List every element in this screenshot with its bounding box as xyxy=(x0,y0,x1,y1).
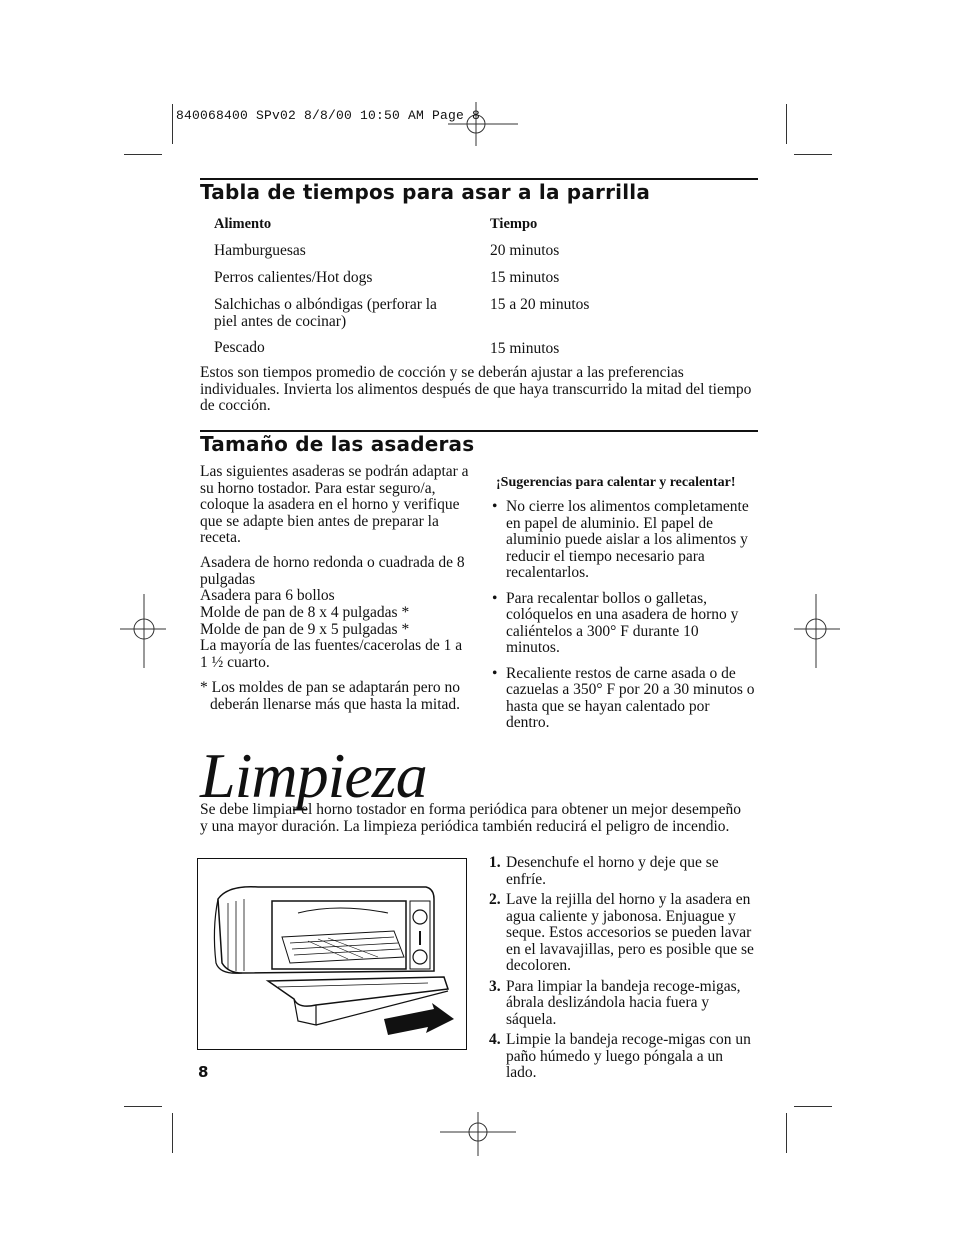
toaster-oven-illustration xyxy=(197,858,467,1050)
crop-mark xyxy=(794,154,832,155)
list-item xyxy=(489,855,755,888)
crop-mark xyxy=(124,1106,162,1107)
registration-mark-icon xyxy=(794,594,840,668)
table-cell-food: Perros calientes/Hot dogs xyxy=(214,269,373,286)
table-cell-food: Salchichas o albóndigas (perforar la piel antes de cocinar) xyxy=(214,296,437,330)
registration-mark-icon xyxy=(440,1112,516,1156)
step-text: Lave la rejilla del horno y la asadera en agua caliente y jabonosa. Enjuague y seque. Estos accesorios se pueden lavar en el lavavajillas, pero es posible que se decoloren. xyxy=(506,891,754,974)
step-text: Para limpiar la bandeja recoge-migas, ábrala deslizándola hacia fuera y sáquela. xyxy=(506,977,741,1028)
step-number: 4. xyxy=(489,1031,501,1048)
table-cell-food: Hamburguesas xyxy=(214,242,306,259)
crop-mark xyxy=(786,104,787,144)
toaster-oven-icon xyxy=(198,859,465,1048)
section-heading-pans: Tamaño de las asaderas xyxy=(200,432,475,456)
pans-footnote: * Los moldes de pan se adaptarán pero no deberán llenarse más que hasta la mitad. xyxy=(200,679,461,713)
pans-item: Asadera para 6 bollos xyxy=(200,587,335,604)
table-cell-time: 15 minutos xyxy=(490,269,560,286)
list-item: • Para recalentar bollos o galletas, colóquelos en una asadera de horno y caliéntelos a 300° F durante 10 minutos. xyxy=(492,591,756,657)
pans-item: Asadera de horno redonda o cuadrada de 8 pulgadas xyxy=(200,554,465,588)
pans-item: Molde de pan de 8 x 4 pulgadas * xyxy=(200,604,410,621)
step-number: 1. xyxy=(489,854,501,871)
crop-mark xyxy=(172,1113,173,1153)
crop-mark xyxy=(124,154,162,155)
table-cell-time: 15 minutos xyxy=(490,340,560,357)
crop-mark xyxy=(786,1113,787,1153)
list-item: • No cierre los alimentos completamente en papel de aluminio. El papel de aluminio puede aislar a los alimentos y reducir el tiempo necesario para recalentarlos. xyxy=(492,499,756,582)
list-item xyxy=(489,1032,755,1082)
step-text: Desenchufe el horno y deje que se enfríe. xyxy=(506,854,719,888)
list-item xyxy=(489,979,755,1029)
section-heading-grill: Tabla de tiempos para asar a la parrilla xyxy=(200,180,651,204)
step-number: 3. xyxy=(489,977,501,995)
table-cell-time: 20 minutos xyxy=(490,242,560,259)
col-header-time: Tiempo xyxy=(490,216,538,232)
step-number: 2. xyxy=(489,891,501,908)
tips-heading: ¡Sugerencias para calentar y recalentar! xyxy=(496,475,736,490)
pans-item: La mayoría de las fuentes/cacerolas de 1 a 1 ½ cuarto. xyxy=(200,637,463,671)
list-item: • Recaliente restos de carne asada o de cazuelas a 350° F por 20 a 30 minutos o hasta que se hayan calentado por dentro. xyxy=(492,666,756,732)
list-item xyxy=(489,892,755,975)
table-cell-food: Pescado xyxy=(214,339,265,356)
col-header-food: Alimento xyxy=(214,216,272,232)
tips-list xyxy=(492,499,756,741)
step-text: Limpie la bandeja recoge-migas con un paño húmedo y luego póngala a un lado. xyxy=(506,1031,751,1081)
cleaning-intro: Se debe limpiar el horno tostador en forma periódica para obtener un mejor desempeño y una mayor duración. La limpieza periódica también reducirá el peligro de incendio. xyxy=(200,801,742,835)
pans-intro: Las siguientes asaderas se podrán adaptar a su horno tostador. Para estar seguro/a, coloque la asadera en el horno y verifique que se adapte bien antes de preparar la receta. xyxy=(200,463,469,546)
cleaning-title: Limpieza xyxy=(200,740,427,811)
table-cell-time: 15 a 20 minutos xyxy=(490,296,590,313)
grill-note: Estos son tiempos promedio de cocción y se deberán ajustar a las preferencias individuales. Invierta los alimentos después de que haya transcurrido la mitad del tiempo de cocción. xyxy=(200,364,752,414)
cleaning-steps xyxy=(489,855,755,1086)
crop-mark xyxy=(794,1106,832,1107)
crop-mark xyxy=(172,104,173,144)
registration-mark-icon xyxy=(120,594,166,668)
page-number: 8 xyxy=(198,1063,209,1081)
print-slug: 840068400 SPv02 8/8/00 10:50 AM Page 8 xyxy=(176,108,481,123)
pans-item: Molde de pan de 9 x 5 pulgadas * xyxy=(200,621,410,638)
